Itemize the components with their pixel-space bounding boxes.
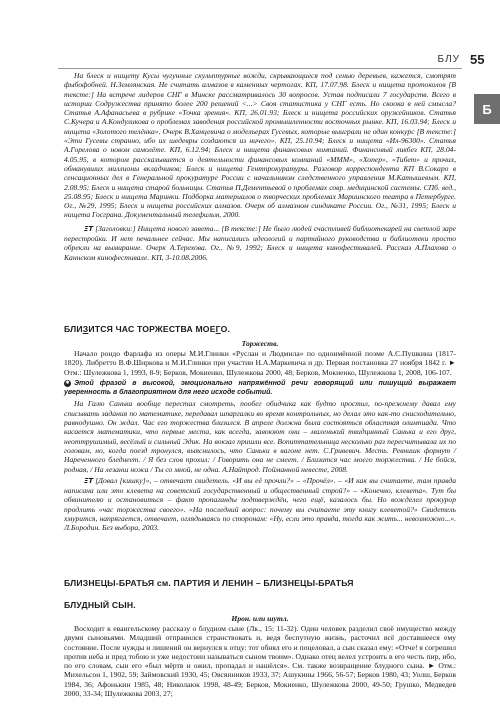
entry-headword bbox=[64, 600, 456, 611]
entry-etymology: Начало рондо Фарлафа из оперы М.И.Глинки «Руслан и Людмила» по одноимённой поэме А.С.Пушкина (1817-1820). Либретто В.Ф.Ширкова и М.И.Глинки при участии Н.А.Маркевича и др. Первая постановка 27 ноября 1842 г. ► Отм.: Шулежкова 1, 1993, 8-9; Берков, Мокиенко, Шулежкова 2000, 48; Берков, Мокиенко, Шулежкова 1, 2008, 106-107. bbox=[64, 349, 456, 377]
entry-etymology: Восходит к евангельскому рассказу о блудном сыне (Лк., 15: 11-32). Один человек разделил своё имущество между двумя сыновьями. Младший отправился странствовать и, ведя беспутную жизнь, расточил всё доставшееся ему состояние. После нужды и лишений он вернулся к отцу: тот обнял его и поцеловал, а сын сказал ему: «Отче! я согрешил против неба и пред тобою и уже недостоин называться сыном твоим». Однако отец велел устроить в его честь пир, ибо, по его словам, сын его «был мёртв и ожил, пропадал и нашёлся». См. также возвращение блудного сына. ► Отм.: Михельсон 1, 1902, 59; Займовский 1930, 45; Овсянников 1933, 37; Ашукины 1966, 56-57; Берков 1980, 43; Уолш, Берков 1984, 36; Афонькин 1985, 48; Николаюк 1998, 48-49; Берков, Мокиенко, Шулежкова 2000, 49-50; Грушко, Медведев 2000, 33-34; Шулежкова 2003, 27; bbox=[64, 624, 456, 699]
running-head-letters: БЛУ bbox=[437, 54, 460, 65]
entry-bliznetsy bbox=[64, 578, 456, 589]
continuation-paragraph: На блеск и нищету Кусы чугунные скульптурные вожди, скрывающиеся под сенью деревьев, кажется, смотрят фыбофобней. Н.Землянская. Не считать алмазов в каменных чертогах. КП, 17.07.98. Блеск и нищета протоколов [В тексте:] На встрече лидеров СНГ в Минске рассматривалось 30 вопросов. Устав подписали 7 государств. Всего в истории Содружества принято более 200 решений <...> Своя статистика у СНГ есть. Но скоока в ней смысла? Статья А.Афанасьева в рубрике «Точка зрения». КП, 26.01.93; Блеск и нищета российских оружейников. Статья С.Кучера и А.Кондуликова о проблемах заводения российской промышленности восточных рынке. КП, 16.03.94; Блеск и нищета «Золотого телёнка». Очерк В.Ханцевича о модельерах Гусевых, которые выиграли не один конкурс [В тексте:] «Эти Гусевы странно, ибо их шедевры создаются из ничего». КП, 25.10.94; Блеск и нищета «Ил-96300». Статья А.Горелова о новом самолёте. КП, 6.12.94; Блеск и нищета финансовых компаний. Финансовый ликбез КП, 28.04-4.05.95, в котором рассказывается о деятельности финансовых компаний «МММ», «Хопер», «Тибет» и прочих, обманувших миллионы вкладчиков; Блеск и нищета Гентпрокуратуры. Разговор корреспондента КП В.Сокаро в сенсационных дел в Генеральной прокуратуре России с начальником следственного управления М.Катышевым. КП, 2.08.95; Блеск и нищета старой больницы. Статья П.Дементьевой о проблемах совр. медицинской системы. СПб. вед., 25.08.95; Блеск и нищета Маринки. Подборка материалов о творческих проблемах Мариинского театра в Петербурге. Ог., №29, 1995; Блеск и нищета российских алмазов. Очерк об алмазном синдикате России. Ог., №31, 1995; Блеск и нищета Госграна. Документальный телефильм, 2000. bbox=[64, 71, 456, 220]
headword-part: ИТСЯ ЧАС ТОРЖЕСТВА МОЕ bbox=[88, 324, 216, 334]
continuation-paragraph-2-text: [Заголовки:] Нищета нового завета... [В тексте:] Не было людей счастливей библиотекарей на светлой заре перестройки. И нет печальнее сейчас. Мы написались идеологий и партийного руководства и библиотеки просто обрекли на вымирание. Очерк А.Терехова. Ог., №9, 1992; Блеск и нищета кинофестивалей. Рассказ А.Плахова о Каннском кинофестивале. КП, 3-10.08.2006. bbox=[64, 223, 456, 262]
entry-headword bbox=[64, 324, 456, 335]
entry-example-2 bbox=[64, 476, 456, 533]
entry-blizitsya bbox=[64, 324, 456, 533]
entry-qualifier: Ирон. или шутл. bbox=[231, 614, 289, 623]
continuation-block bbox=[64, 71, 456, 262]
headword-part: НЫЙ СЫН. bbox=[87, 600, 136, 610]
entry-bludny-syn bbox=[64, 600, 456, 698]
entry-definition bbox=[64, 379, 456, 398]
headword-stress: Г bbox=[215, 324, 221, 334]
headword-stress: Д bbox=[81, 600, 88, 610]
entry-example: На Галю Санька вообще перестал смотреть, пообег обидчика как будто простил, по-прежнему давал ему списывать задания по математике, передавал шпаргалки во время контрольных, но делал это как-то снисходительно, равнодушно. Он ждал. Час его торжества близился. В апреле должна была состояться областная олимпиада. Что касается математики, что первые места, как всегда, завоюют они – маленький твидцинный Санька и его друг, неоттрушимый, весёлый и сильный Эдик. На вокзал пришли все. Вопиттательница несколько раз пересчитывала их по головам, но, когда поезд тронулся, выяснилось, что Саньки в вагоне нет. С.Гривевич. Месть. Ревнишк формут / Нареченного бледнеет. / Я без слов прохил: / Говорить она не смеет. / Близится час моего торжества. / Не бойся, родная, / На лезанш ножа / Ты со мной, не одна. А.Найтрод. Пойманной невесте, 2008. bbox=[64, 399, 456, 474]
entry-definition-text: Этой фразой в высокой, эмоционально напряжённой речи говорящий или пишущий выражает уверенность в благоприятном для него исходе событий. bbox=[64, 379, 456, 397]
entry-headword: БЛИЗНЕЦЫ-БРАТЬЯ см. ПАРТИЯ И ЛЕНИН – БЛИЗНЕЦЫ-БРАТЬЯ bbox=[64, 578, 354, 588]
bullet-circle-icon: ✱ bbox=[65, 379, 70, 386]
headword-part: БЛИ bbox=[64, 324, 83, 334]
quote-icon: ΞΤ bbox=[84, 476, 94, 485]
entry-example-2-text: [Довал [кишку]», – отвечает свидетель. «И вы её прочли?» – «Прочёл». – «И как вы считаете, там правда написана или это клевета на советский государственный и общественный строй?» – «Конечно, клевета». Тут бы обвинителю и остановиться – факт пропаганды подтверждён, чего ещё, казалось бы. Но вожделел прокурор продлить «час торжества своего». «На последний вопрос: почему вы считаете эту книгу клеветой?» Свидетель хмурится, напрягается, отвечает, оглядываясь по сторонам: «Ну, если это правда, тогда как жить... невозможно...». Л.Бородин. Без выбора, 2003. bbox=[64, 475, 456, 533]
entry-qualifier: Торжеств. bbox=[241, 339, 279, 348]
headword-stress: З bbox=[82, 324, 89, 334]
page-number: 55 bbox=[470, 52, 485, 67]
thumb-index-tab: Б bbox=[474, 94, 500, 124]
headword-part: О. bbox=[220, 324, 231, 334]
continuation-paragraph-2 bbox=[64, 224, 456, 262]
headword-part: БЛУ bbox=[64, 600, 82, 610]
quote-icon: ΞΤ bbox=[84, 224, 94, 233]
running-head bbox=[58, 54, 462, 69]
